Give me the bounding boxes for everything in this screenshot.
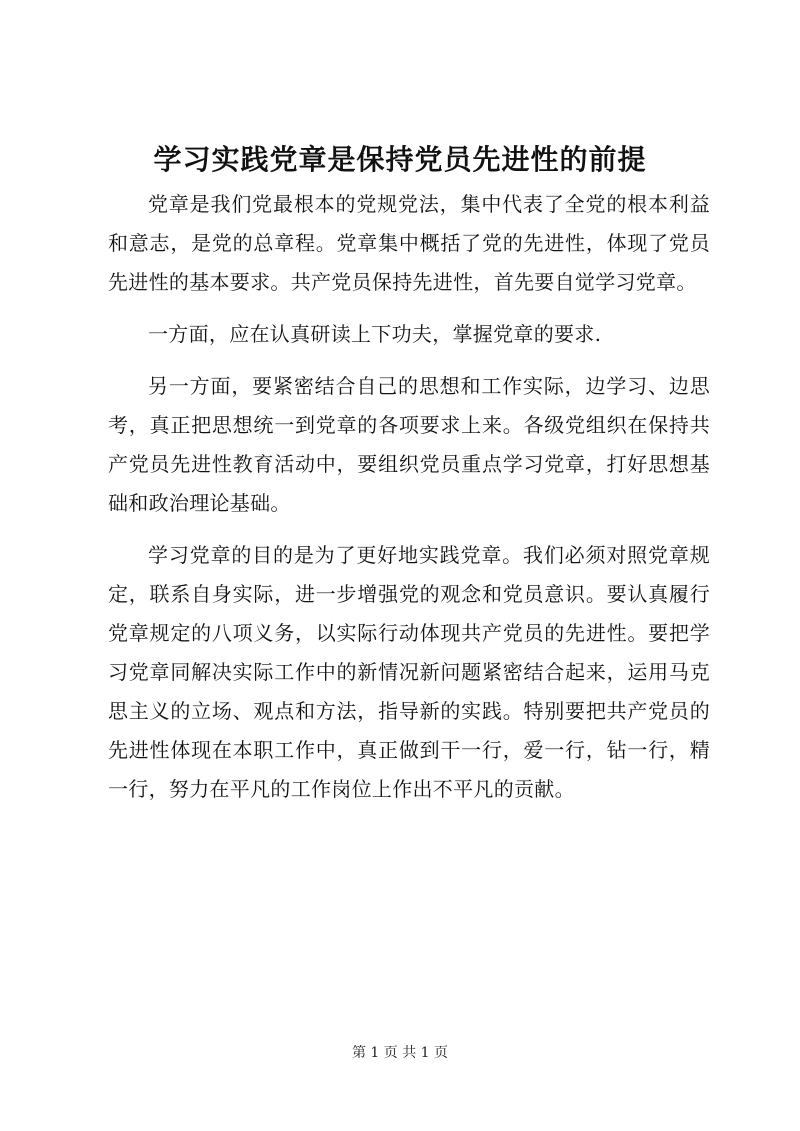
paragraph-4: 学习党章的目的是为了更好地实践党章。我们必须对照党章规定，联系自身实际，进一步增强党的观念和党员意识。要认真履行党章规定的八项义务，以实际行动体现共产党员的先进性。要把学习党章同解决实际工作中的新情况新问题紧密结合起来，运用马克思主义的立场、观点和方法，指导新的实践。特别要把共产党员的先进性体现在本职工作中，真正做到干一行，爱一行，钻一行，精一行，努力在平凡的工作岗位上作出不平凡的贡献。	[108, 543, 710, 801]
paragraph-2: 一方面，应在认真研读上下功夫，掌握党章的要求.	[148, 322, 602, 346]
paragraph-1: 党章是我们党最根本的党规党法，集中代表了全党的根本利益和意志，是党的总章程。党章集中概括了党的先进性，体现了党员先进性的基本要求。共产党员保持先进性，首先要自觉学习党章。	[108, 192, 710, 294]
paragraph-3: 另一方面，要紧密结合自己的思想和工作实际，边学习、边思考，真正把思想统一到党章的各项要求上来。各级党组织在保持共产党员先进性教育活动中，要组织党员重点学习党章，打好思想基础和政治理论基础。	[108, 374, 710, 515]
document-title: 学习实践党章是保持党员先进性的前提	[153, 143, 647, 176]
page-number-footer: 第 1 页 共 1 页	[351, 1045, 449, 1061]
document-body	[108, 185, 710, 822]
